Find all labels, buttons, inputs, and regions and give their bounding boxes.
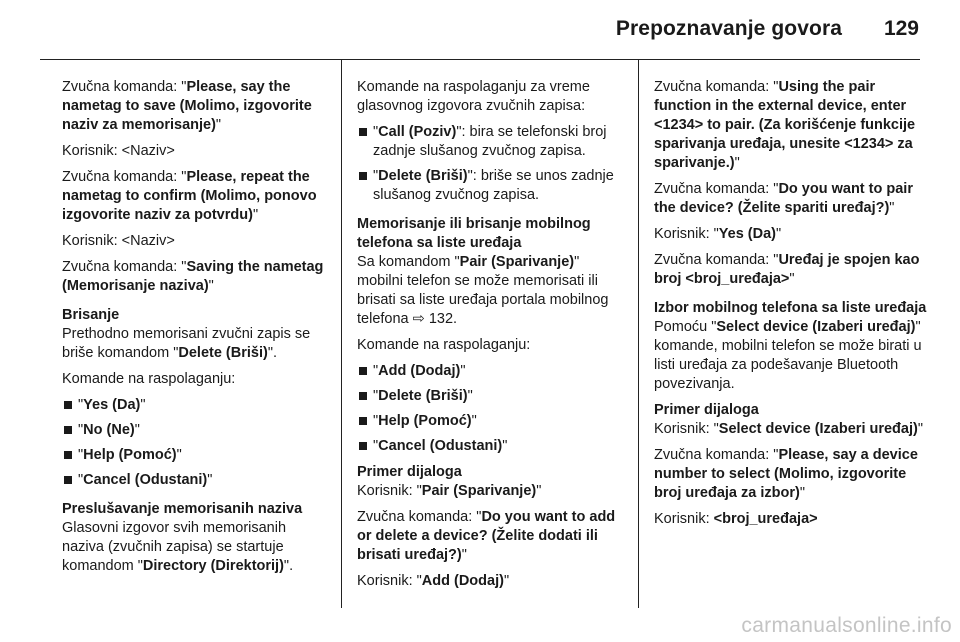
square-bullet-icon [359,417,367,425]
paragraph: Korisnik: <Naziv> [62,233,175,249]
paragraph: Korisnik: "Yes (Da)" [654,226,782,242]
page-number: 129 [883,17,919,40]
page-header [0,0,960,60]
command-list [357,362,629,456]
column-divider-2 [638,60,639,608]
paragraph: Zvučna komanda: "Do you want to pair the device? (Želite spariti uređaj?)" [654,181,913,216]
square-bullet-icon [64,426,72,434]
square-bullet-icon [359,442,367,450]
square-bullet-icon [359,128,367,136]
paragraph: Zvučna komanda: "Uređaj je spojen kao broj <broj_uređaja>" [654,252,920,287]
column-3 [654,78,930,536]
square-bullet-icon [64,476,72,484]
paragraph: Komande na raspolaganju: [62,371,236,387]
page-reference-arrow-icon: ⇨ [412,311,425,327]
paragraph: Komande na raspolaganju za vreme glasovnog izgovora zvučnih zapisa: [357,79,590,114]
paragraph: Zvučna komanda: "Please, repeat the nametag to confirm (Molimo, ponovo izgovorite naziv za potvrdu)" [62,169,317,223]
list-item: "No (Ne)" [62,421,330,440]
section-heading-primer-dijaloga: Primer dijaloga [357,464,462,480]
list-item: "Help (Pomoć)" [62,446,330,465]
list-item: "Add (Dodaj)" [357,362,629,381]
paragraph: Korisnik: "Pair (Sparivanje)" [357,483,542,499]
watermark: carmanualsonline.info [741,614,952,637]
list-item: "Cancel (Odustani)" [62,471,330,490]
list-item: "Delete (Briši)": briše se unos zadnje slušanog zvučnog zapisa. [357,167,629,205]
header-divider [40,59,920,60]
section-heading-memorisanje: Memorisanje ili brisanje mobilnog telefona sa liste uređaja [357,216,591,251]
paragraph: Zvučna komanda: "Please, say the nametag to save (Molimo, izgovorite naziv za memorisanje)" [62,79,312,133]
list-item: "Delete (Briši)" [357,387,629,406]
list-item: "Help (Pomoć)" [357,412,629,431]
paragraph: Zvučna komanda: "Using the pair function in the external device, enter <1234> to pair. (Za korišćenje funkcije sparivanja uređaja, unesite <1234> za sparivanje.)" [654,79,916,171]
paragraph: Korisnik: <Naziv> [62,143,175,159]
column-divider-1 [341,60,342,608]
column-1 [62,78,330,583]
square-bullet-icon [359,172,367,180]
list-item: "Yes (Da)" [62,396,330,415]
paragraph: Zvučna komanda: "Please, say a device number to select (Molimo, izgovorite broj uređaja za izbor)" [654,447,918,501]
paragraph: Prethodno memorisani zvučni zapis se briše komandom "Delete (Briši)". [62,326,311,361]
section-heading-primer-dijaloga: Primer dijaloga [654,402,759,418]
paragraph: Zvučna komanda: "Saving the nametag (Memorisanje naziva)" [62,259,324,294]
paragraph: Zvučna komanda: "Do you want to add or delete a device? (Želite dodati ili brisati uređaj?)" [357,509,616,563]
square-bullet-icon [64,451,72,459]
square-bullet-icon [359,392,367,400]
page-title: Prepoznavanje govora [615,17,842,40]
section-heading-preslusavanje: Preslušavanje memorisanih naziva [62,501,303,517]
paragraph: Korisnik: <broj_uređaja> [654,511,818,527]
section-heading-izbor: Izbor mobilnog telefona sa liste uređaja [654,300,927,316]
paragraph: Glasovni izgovor svih memorisanih naziva (zvučnih zapisa) se startuje komandom "Directory (Direktorij)". [62,520,294,574]
paragraph: Pomoću "Select device (Izaberi uređaj)" komande, mobilni telefon se može birati u listi uređaja za podešavanje Bluetooth povezivanja. [654,319,922,392]
section-heading-brisanje: Brisanje [62,307,120,323]
paragraph: Korisnik: "Select device (Izaberi uređaj)" [654,421,923,437]
list-item: "Call (Poziv)": bira se telefonski broj zadnje slušanog zvučnog zapisa. [357,123,629,161]
command-list [357,123,629,205]
square-bullet-icon [64,401,72,409]
command-list [62,396,330,490]
list-item: "Cancel (Odustani)" [357,437,629,456]
column-2 [357,78,629,598]
paragraph: Sa komandom "Pair (Sparivanje)" mobilni telefon se može memorisati ili brisati sa liste uređaja portala mobilnog telefona ⇨ 132. [357,254,609,327]
paragraph: Komande na raspolaganju: [357,337,531,353]
paragraph: Korisnik: "Add (Dodaj)" [357,573,510,589]
square-bullet-icon [359,367,367,375]
